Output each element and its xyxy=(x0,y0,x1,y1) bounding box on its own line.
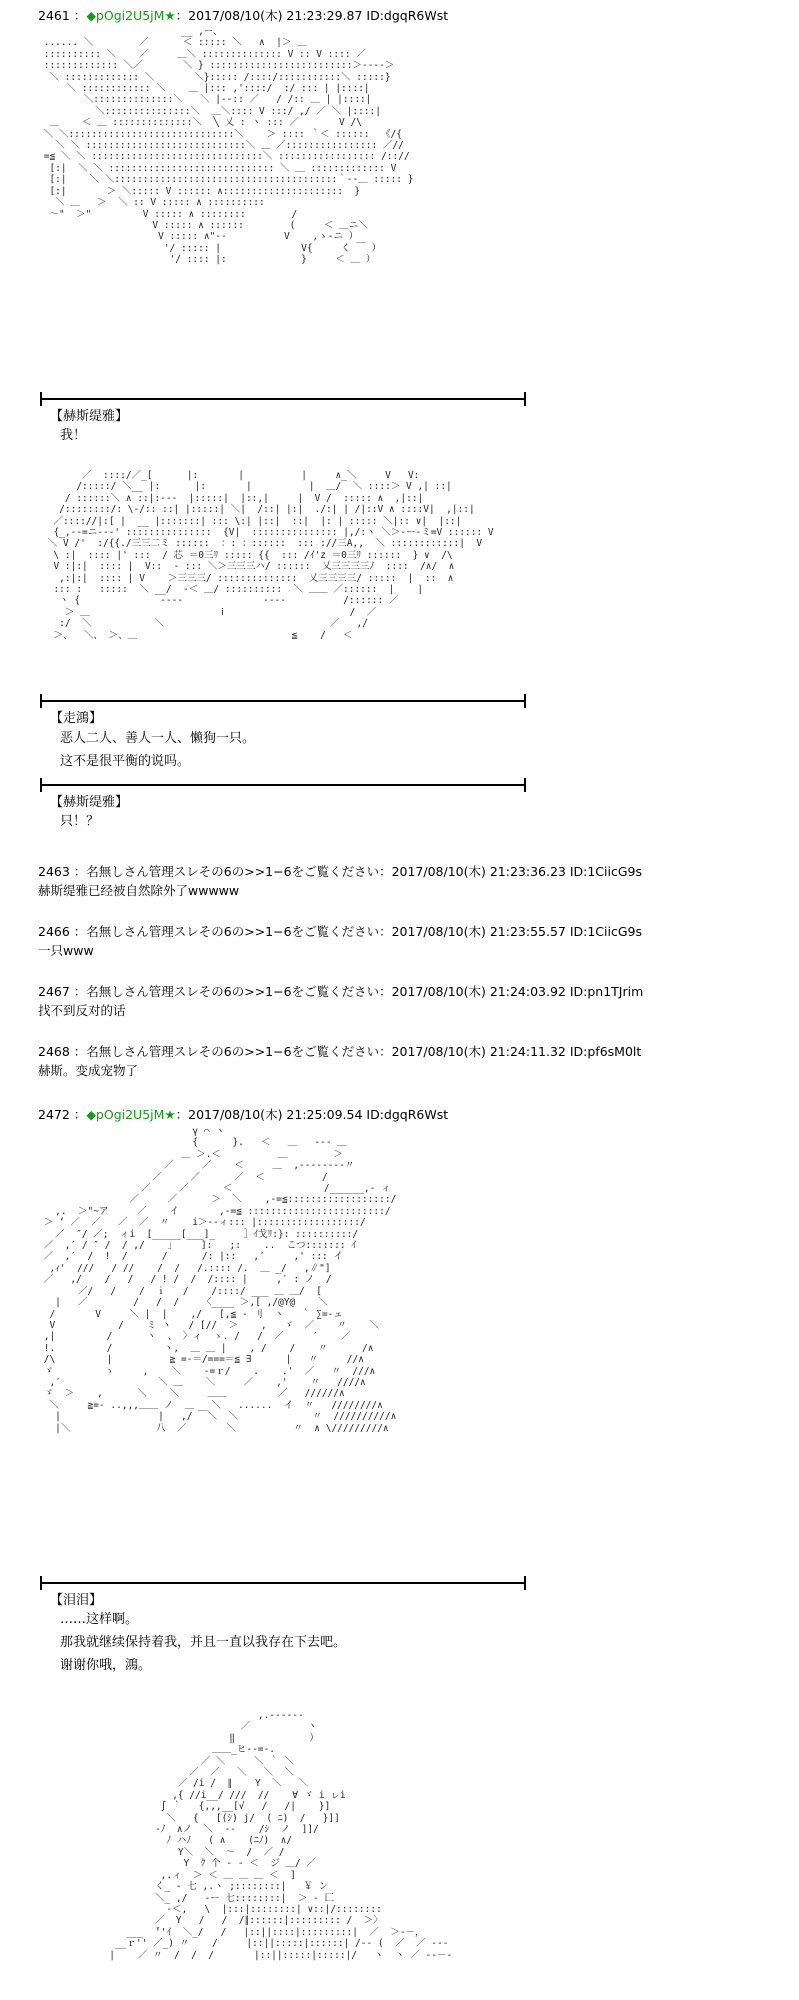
post-meta: ：2017/08/10(木) 21:25:09.54 ID:dgqR6Wst xyxy=(175,1107,449,1122)
reply-body: 一只www xyxy=(38,943,94,958)
speech-line: 恶人二人、善人一人、懒狗一只。 xyxy=(60,731,256,746)
speech-line: 谢谢你哦，鴻。 xyxy=(60,1658,152,1673)
post-header-2461 xyxy=(38,8,448,24)
scene-divider xyxy=(40,784,526,786)
reply-header: 2468 ：名無しさん管理スレその6の>>1−6をご覧ください：2017/08/10(木) 21:24:11.32 ID:pf6sM0lt xyxy=(38,1044,642,1059)
reply-header: 2467 ：名無しさん管理スレその6の>>1−6をご覧ください：2017/08/10(木) 21:24:03.92 ID:pn1TJrim xyxy=(38,984,644,999)
tripcode: ◆pOgi2U5jM xyxy=(86,1107,165,1122)
post-separator: ： xyxy=(73,8,87,23)
ascii-art-character-1: __ ,ー、 ...... ＼ ／ ＜ ::::: ＼ ∧ |＞ ＿ :::::::::: ＼ ／ ＿＼ :::::::::::::: V :: V :::: ／ ::::::::::::: ＼／ ＼ } :::::::::::::::::::::::::＞‐‐‐‐＞ ＼ ::::::::::::: ＼ ＼}::::: /::::/:::::::::::＼ :::::} ＼ :::::::::::: ＼ ＿ |::: ,'::::/ :/ ::: | |::::| ＼::::::::::::::＼ ＼ |-‐:: ／ / /:: ＿ | |::::| ＼:::::::::::::::＼ ＿＼:::: V :::/ ,/ ／ ＼ |::::| ＿ ＜ ＿ ::::::::::::::＼ ╲ 乂 : ヽ ::: ／ V /\ ＼ ＼:::::::::::::::::::::::::::::＼ ＞ :::: ｀＜ :::::: 《/{ ＼ ＼ ::::::::::::::::::::::::::::＼ ＿ ／:::::::::::::::: ／// =≦ ＼ ＼ ::::::::::::::::::::::::::::::＼ ::::::::::::::::: /::// [:| ＼ ＼ ::::::::::::::::::::::::::::: ＼ ＿ ::::::::::::: V [:| ＼ ＼:::::::::::::::::::::::::::::::::::::::｀‐‐＿ ::::: } [:| ＞ ＼::::: V :::::: ∧::::::::::::::::::::: } ＼ ＿ ＞ ＼ :: V ::::: ∧ :::::::::: ～" ＞" V ::::: ∧ :::::::: / V ::::: ∧ :::::: ( ＜ ＿ニ＼ V ::::: ∧"‐- V ,ゝ-ニ ） '/ ::::: | V{ く ￣ ） '/ :::: |: } ＜ ＿ ） xyxy=(43,26,414,266)
scene-divider xyxy=(40,398,526,400)
post-separator: ： xyxy=(73,1107,87,1122)
reply-header: 2463 ：名無しさん管理スレその6の>>1−6をご覧ください：2017/08/10(木) 21:23:36.23 ID:1CiicG9s xyxy=(38,864,643,879)
scene-divider xyxy=(40,700,526,702)
reply-header: 2466 ：名無しさん管理スレその6の>>1−6をご覧ください：2017/08/10(木) 21:23:55.57 ID:1CiicG9s xyxy=(38,924,643,939)
tripcode: ◆pOgi2U5jM xyxy=(86,8,165,23)
star-icon: ★ xyxy=(164,8,176,23)
speech-line: 这不是很平衡的说吗。 xyxy=(60,754,191,769)
speaker-label: 【泪泪】 xyxy=(50,1593,103,1608)
speaker-label: 【赫斯缇雅】 xyxy=(50,795,129,810)
speech-line: 只！？ xyxy=(60,814,100,829)
reply-body: 赫斯缇雅已经被自然除外了wwwww xyxy=(38,883,240,898)
speech-line: ……这样啊。 xyxy=(60,1612,139,1627)
post-meta: ：2017/08/10(木) 21:23:29.87 ID:dgqR6Wst xyxy=(175,8,449,23)
ascii-art-character-2: γ ⌒ ヽ { }. ＜ ＿ ‐‐‐ ＿ ＿ ＞.＜ ＿ ＞ ／ ／ ＜ ＿ ,‐‐‐‐‐‐‐‐〃 ／ ／ ／ ＜ / ／ ／ ＜ /______,- ィ ／ ／ ＞ ＼ ,-=≦::::::::::::::::::/ ,. ＞"~ア ／ イ ,-=≦ ::::::::::::::::::::::::/ ＞ ‘ ／ ／ ／ ／ 〃 i＞-‐ィ::: |::::::::::::::::::/ ／ ″/ ／; ィi [_____[___]_ ］ｲ戈ﾘ:}: ::::::::::/ ／ ,′ / ″ / / ,/ ｣ ]: ;: .. こつ::::::: ｲ ／ ,′ / ! / / /: |:: ,′ ,' ::: イ ,ｨ' /// / // / / /.:::: /. ＿ _/ ,∥"] ／ ,/ / / / ! / / /:::: | ,′ : ノ / ／/ / / ｉ / /::::/ ___ ＿ ＿/ [ | ／ / / / 〈____ ＞,[ ,/@Y@ ＼ / V ＼ | | ,/ [,≦ ‐ 刂 ヽ ｀ ∑=-ェ V / ミ ヽ / [// ＞ , ゞ ／ 〃 ＼ ,| / ヽ 、 〉ィ ゝ. / / ／ ′ ／ !. / ヽ, ＿ ＿ | , / / 〃 /∧ /\ | ≧ =-＝/===＝≦ ∃ | 〃 //∧ ゞ ゝ , ＼ -=ｒ/ . .' ／ 〃 ///∧ ,′ ＼ ＿ ＼ ／ ,' 〃 ////∧ ゞ ＞ , ＼ ＼ ＿＿ ／ //////∧ ＼ ≧=- ..,,,＿＿ ノ ＿ ＼ ...... イ 〃 ////////∧ | | ,/ ￣＼ ＼ 〃 //////////∧ |＼ 八 ／ ＼ 〃 ∧ \/////////∧ xyxy=(43,1126,397,1434)
star-icon: ★ xyxy=(164,1107,176,1122)
reply-body: 找不到反对的话 xyxy=(38,1003,126,1018)
ascii-art-three-faces: ／ ::::/／_[ |: | | ∧_＼ V V: /:::::/ ＼__ |: |: | | ＿/ ＼ ::::＞ V ,| ::| / ::::::＼ ∧ ::|:--- |:::::| |::,| | V / ::::: ∧ ,|::| /::::::::/: \-/:: ::| |:::::| ＼| /::| |:| ./:| | /|::V ∧ ::::V| ,|::| ／:::://|:[ | __ |:::::::| ::: \:| |::| ::| |: | ::::: ＼|:: ∨| |::| {_,--=ニ‐‐-' ::::::::::::::: {V| ::::::::::::::: |,/:ヽ ＼＞-ー-ミ=V :::::: V ＼ V /' :/{{./三三二ミ :::::: ：: ：:::::: ::: ://三A,, ＼ ::::::::::::| V \ :| :::: |' ::: / 芯 ＝0三ﾘ ::::: {{ ::: /ｲ'z ＝0三ﾘ :::::: } ∨ /\ V :|:| :::: | V:: ‐ ::: ＼＞三三三ハ/ :::::: 乂三三三三ﾉ :::: /∧/ ∧ ,:|:| :::: | V ＞三三三/ :::::::::::::: 乂三三三三/ ::::: | :: ∧ ::: : ::::: ＼ __/ ‐＜ ＿/ :::::::::: ＼ ＿＿ ／:::::: | | ヽ { ‐‐‐‐ ‐‐‐‐ /:::::: ／ ＞ ＿ ⅰ / ／ :/ ＼ ＼ ／ ,/ ＞、 ＼、 ＞、＿ ≦ / ＜ xyxy=(47,470,494,641)
ascii-art-character-3: ,.------ ／ ヽ ‖ ） ＿＿_ヒ--=‐. ／ ＼ ＼ ｀ ＼ ／ ／ ＼ ＼ ＼ ／ /i / ∥ Y ＼ ＼ ,{ //i__/ /// // ∀ ゞ i ㇾi ∫ ｀ {,,,__[√ / /| }] ＼ { [(ｼ) j/ ( ﾆ) / }]] ‐ﾉ ∧ノ ＼ ‐‐ /ｼ ノ ]]/ ﾉ ハﾉ ( ∧ (ﾆﾉ) ∧/ Y＼ ＼ ～ / ／ / Y ｸ 个 - ‐ ＜ ジ ＿/ ／ ,.ィ ＞ ＜ ＿ ＿ ＿ ＜ ] く_ ‐ 七 ,.ヽ ;::::::::| ￥ ン ＼_ ,/ ‐ー 七::::::::| ＞ - 匚 ‐＜, \ |:::|::::::::| ∨::|/:::::::: ／ Y / / /∥::::::|::::::::: / ＞〉 ___ ̄''ｲ ＼_/ / |::||::::|:::::::::| ／ ＞‐－， __ｒ'' ／_) 〃 / |::||:::::|::::::| /‐‐ ( ／ ／ ‐‐‐ | ／ 〃 / / / |::||:::::|:::::|/ ヽ ヽ ／ ‐‐－‐ xyxy=(109,1710,453,1961)
scene-divider xyxy=(40,1582,526,1584)
speech-line: 我！ xyxy=(60,428,87,443)
speaker-label: 【赫斯缇雅】 xyxy=(50,409,129,424)
post-header-2472 xyxy=(38,1107,448,1123)
speaker-label: 【走鴻】 xyxy=(50,711,103,726)
post-number: 2461 xyxy=(38,8,70,23)
speech-line: 那我就继续保持着我，并且一直以我存在下去吧。 xyxy=(60,1635,347,1650)
post-number: 2472 xyxy=(38,1107,70,1122)
reply-body: 赫斯。变成宠物了 xyxy=(38,1063,139,1078)
